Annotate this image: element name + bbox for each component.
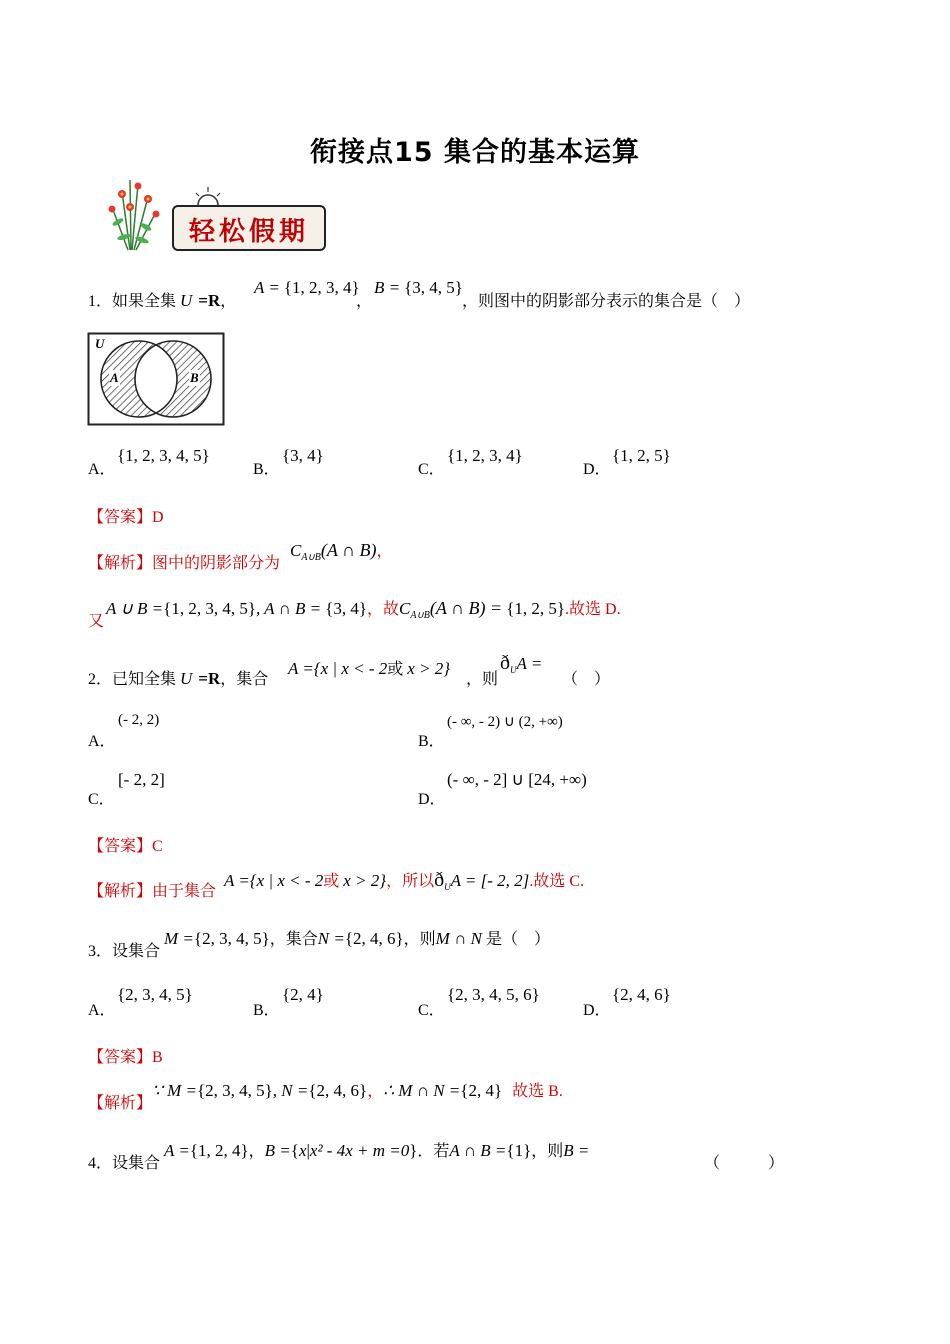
q3-option-b[interactable]: B．: [253, 1002, 280, 1019]
q2-option-a-value: (- 2, 2): [118, 712, 160, 728]
q3-explanation-tag: 【解析】: [88, 1095, 153, 1112]
holiday-badge: [172, 205, 326, 251]
q3-stem: 3．设集合: [88, 943, 161, 960]
venn-label-b: B: [190, 370, 199, 385]
q2-option-d-value: (- ∞, - 2] ∪ [24, +∞): [447, 770, 587, 789]
q2-stem-then: ，则: [466, 671, 499, 688]
q1-option-b[interactable]: B．: [253, 461, 280, 478]
q1-explanation-2: A ∪ B ={1, 2, 3, 4, 5}, A ∩ B = {3, 4}，故$C_{A\cup B}(A$ ∩ B) = {1, 2, 5}.故选 D.: [106, 598, 621, 622]
q1-set-a: A = {1, 2, 3, 4}: [254, 278, 360, 297]
badge-label: 轻松假期: [188, 217, 309, 247]
q4-stem: 4．设集合: [88, 1155, 161, 1172]
q2-option-d[interactable]: D．: [418, 791, 446, 808]
q2-complement: $ð_UA$ =: [500, 652, 543, 676]
q2-explanation: 【解析】由于集合: [88, 883, 217, 900]
q1-stem: 1．如果全集 U =R，: [88, 291, 237, 310]
q3-option-c-value: {2, 3, 4, 5, 6}: [447, 985, 540, 1004]
q1-set-b: B = {3, 4, 5}: [374, 278, 463, 297]
q3-set-m: M ={2, 3, 4, 5}，集合N ={2, 4, 6}，则M ∩ N 是（ ）: [164, 929, 550, 948]
q3-explanation: ∵ M ={2, 3, 4, 5}, N ={2, 4, 6}，∴ M ∩ N ={2, 4} 故选 B.: [152, 1081, 563, 1100]
q4-content: A ={1, 2, 4}，B ={x|x² - 4x + m =0}．若A ∩ B ={1}，则B =: [164, 1141, 590, 1160]
q1-option-a[interactable]: A．: [88, 461, 116, 478]
q1-option-c[interactable]: C．: [418, 461, 445, 478]
venn-label-u: U: [95, 336, 105, 351]
q2-set-a: A ={x | x < - 2或 x > 2}: [288, 659, 451, 678]
q3-option-a[interactable]: A．: [88, 1002, 116, 1019]
q3-option-d-value: {2, 4, 6}: [612, 985, 671, 1004]
q3-option-d[interactable]: D．: [583, 1002, 611, 1019]
venn-diagram: [87, 332, 225, 426]
q1-explanation-1-math: $C_{A\cup B}(A$ ∩ B)，: [290, 540, 393, 564]
q2-option-a[interactable]: A．: [88, 733, 116, 750]
q3-option-c[interactable]: C．: [418, 1002, 445, 1019]
q1-option-d-value: {1, 2, 5}: [612, 446, 671, 465]
q2-paren: （ ）: [562, 671, 611, 688]
q2-option-b-value: (- ∞, - 2) ∪ (2, +∞): [447, 714, 563, 730]
q2-stem: 2．已知全集 U =R，集合: [88, 669, 269, 688]
q3-option-a-value: {2, 3, 4, 5}: [117, 985, 193, 1004]
flower-decoration-icon: [100, 172, 170, 252]
page-title: 衔接点15 集合的基本运算: [310, 137, 640, 168]
venn-label-a: A: [110, 370, 119, 385]
q1-option-b-value: {3, 4}: [282, 446, 324, 465]
q2-option-b[interactable]: B．: [418, 733, 445, 750]
q1-option-a-value: {1, 2, 3, 4, 5}: [117, 446, 210, 465]
q1-explanation-2-prefix: 又: [88, 613, 105, 630]
q3-option-b-value: {2, 4}: [282, 985, 324, 1004]
q2-option-c[interactable]: C．: [88, 791, 115, 808]
q1-comma: ，: [356, 293, 373, 310]
sun-cloud-icon: [188, 185, 228, 207]
q1-option-c-value: {1, 2, 3, 4}: [447, 446, 523, 465]
q2-answer: 【答案】C: [88, 838, 163, 855]
q1-stem-end: ，则图中的阴影部分表示的集合是（ ）: [462, 293, 751, 310]
q3-answer: 【答案】B: [88, 1049, 163, 1066]
q2-explanation-math: A ={x | x < - 2或 x > 2}，所以$ð_UA$ = [- 2, 2].故选 C.: [224, 869, 584, 893]
q2-option-c-value: [- 2, 2]: [118, 770, 165, 789]
q1-option-d[interactable]: D．: [583, 461, 611, 478]
q1-explanation-1: 【解析】图中的阴影部分为: [88, 555, 281, 572]
q4-paren: （ ）: [704, 1155, 785, 1172]
q1-answer: 【答案】D: [88, 509, 164, 526]
